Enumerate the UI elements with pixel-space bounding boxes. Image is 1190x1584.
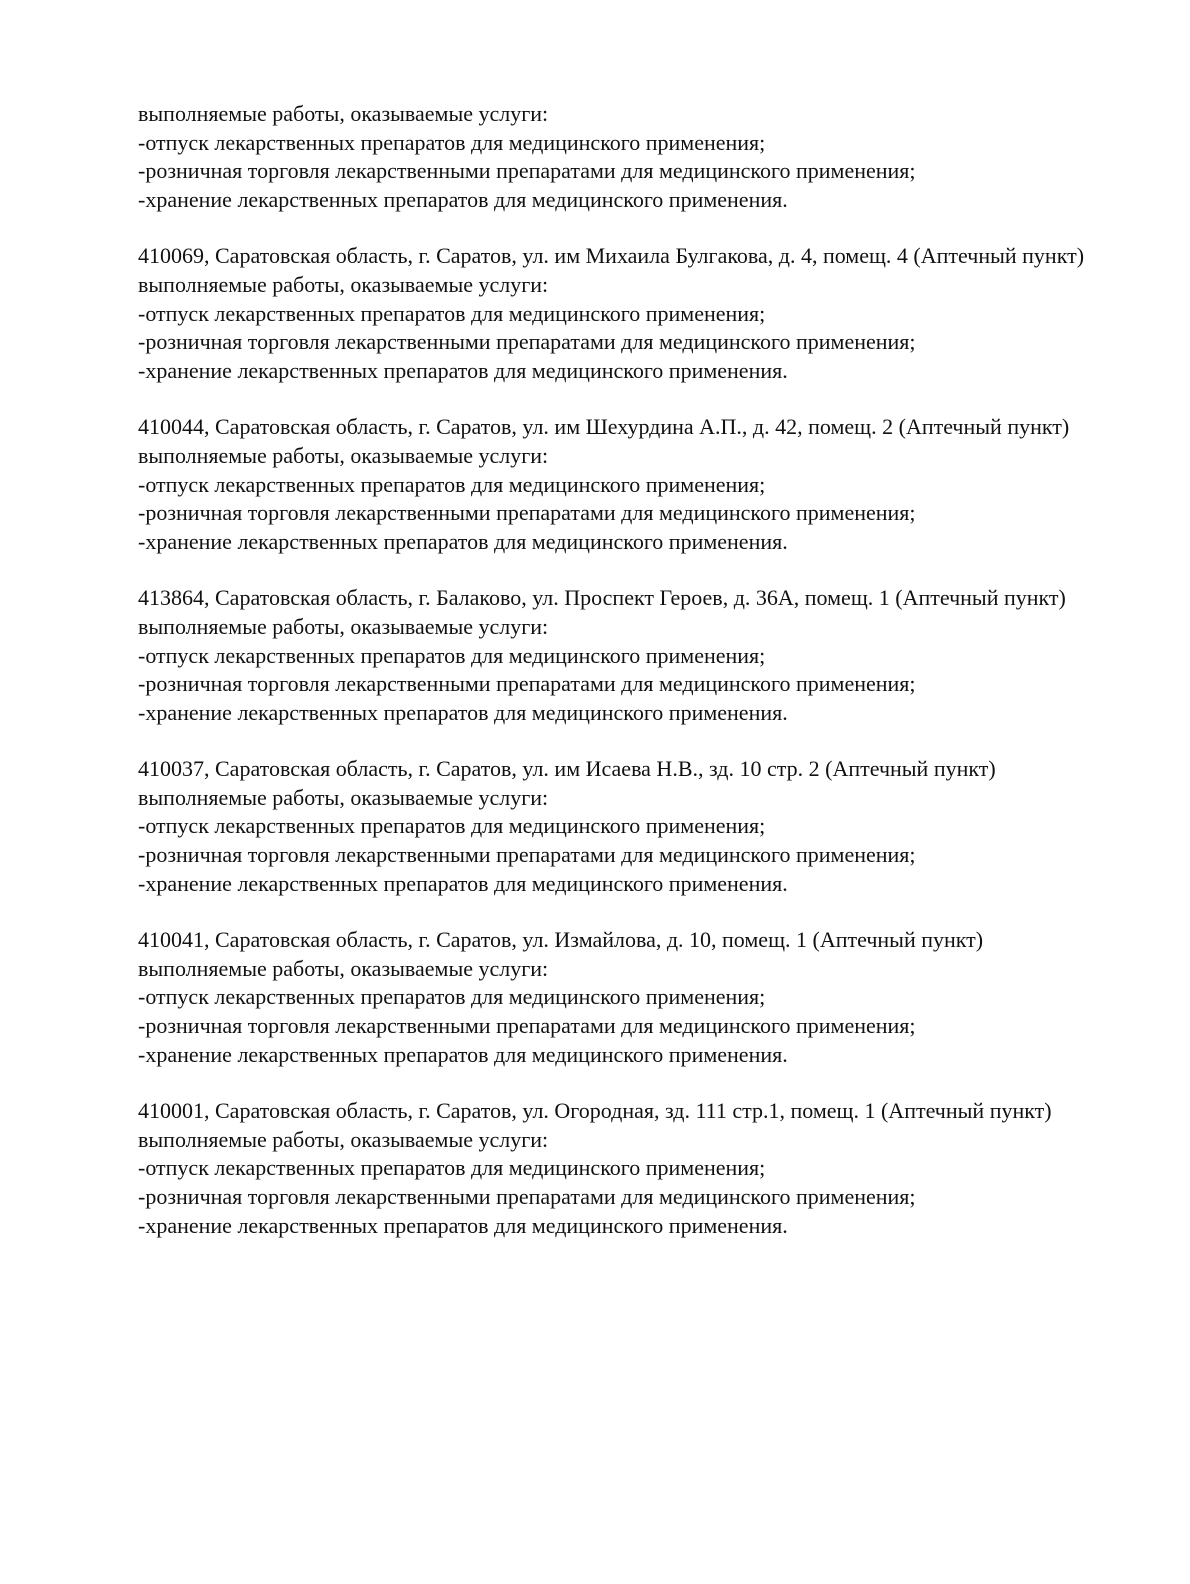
services-heading: выполняемые работы, оказываемые услуги: (138, 442, 549, 468)
location-block (138, 755, 1118, 898)
services-heading: выполняемые работы, оказываемые услуги: (138, 271, 549, 297)
service-item: -хранение лекарственных препаратов для медицинского применения. (138, 1212, 788, 1238)
intro-block (138, 100, 1118, 214)
service-item: -розничная торговля лекарственными препаратами для медицинского применения; (138, 500, 916, 526)
location-address: 410037, Саратовская область, г. Саратов, ул. им Исаева Н.В., зд. 10 стр. 2 (Аптечный пункт) (138, 756, 996, 782)
location-block (138, 584, 1118, 727)
service-item: -отпуск лекарственных препаратов для медицинского применения; (138, 129, 766, 155)
service-item: -розничная торговля лекарственными препаратами для медицинского применения; (138, 842, 916, 868)
service-item: -розничная торговля лекарственными препаратами для медицинского применения; (138, 671, 916, 697)
service-item: -хранение лекарственных препаратов для медицинского применения. (138, 528, 788, 554)
location-address: 413864, Саратовская область, г. Балаково, ул. Проспект Героев, д. 36А, помещ. 1 (Аптечный пункт) (138, 585, 1066, 611)
services-heading: выполняемые работы, оказываемые услуги: (138, 613, 549, 639)
service-item: -хранение лекарственных препаратов для медицинского применения. (138, 357, 788, 383)
location-address: 410001, Саратовская область, г. Саратов, ул. Огородная, зд. 111 стр.1, помещ. 1 (Аптечный пункт) (138, 1098, 1052, 1124)
service-item: -отпуск лекарственных препаратов для медицинского применения; (138, 984, 766, 1010)
location-address: 410041, Саратовская область, г. Саратов, ул. Измайлова, д. 10, помещ. 1 (Аптечный пункт) (138, 927, 984, 953)
service-item: -розничная торговля лекарственными препаратами для медицинского применения; (138, 1184, 916, 1209)
document-page (138, 100, 1118, 1268)
services-heading: выполняемые работы, оказываемые услуги: (138, 784, 549, 810)
services-heading: выполняемые работы, оказываемые услуги: (138, 955, 549, 981)
services-heading: выполняемые работы, оказываемые услуги: (138, 1126, 549, 1152)
service-item: -хранение лекарственных препаратов для медицинского применения. (138, 1041, 788, 1067)
service-item: -хранение лекарственных препаратов для медицинского применения. (138, 186, 788, 212)
service-item: -отпуск лекарственных препаратов для медицинского применения; (138, 642, 766, 668)
service-item: -розничная торговля лекарственными препаратами для медицинского применения; (138, 329, 916, 355)
service-item: -розничная торговля лекарственными препаратами для медицинского применения; (138, 158, 916, 184)
service-item: -хранение лекарственных препаратов для медицинского применения. (138, 699, 788, 725)
service-item: -отпуск лекарственных препаратов для медицинского применения; (138, 813, 766, 839)
location-block (138, 413, 1118, 556)
service-item: -отпуск лекарственных препаратов для медицинского применения; (138, 300, 766, 326)
location-address: 410044, Саратовская область, г. Саратов, ул. им Шехурдина А.П., д. 42, помещ. 2 (Аптечный пункт) (138, 414, 1070, 440)
location-block (138, 1097, 1118, 1240)
service-item: -хранение лекарственных препаратов для медицинского применения. (138, 870, 788, 896)
service-item: -розничная торговля лекарственными препаратами для медицинского применения; (138, 1013, 916, 1039)
location-address: 410069, Саратовская область, г. Саратов, ул. им Михаила Булгакова, д. 4, помещ. 4 (Аптечный пункт) (138, 243, 1085, 269)
service-item: -отпуск лекарственных препаратов для медицинского применения; (138, 1155, 766, 1181)
location-block (138, 926, 1118, 1069)
services-heading: выполняемые работы, оказываемые услуги: (138, 101, 549, 126)
location-block (138, 242, 1118, 385)
service-item: -отпуск лекарственных препаратов для медицинского применения; (138, 471, 766, 497)
